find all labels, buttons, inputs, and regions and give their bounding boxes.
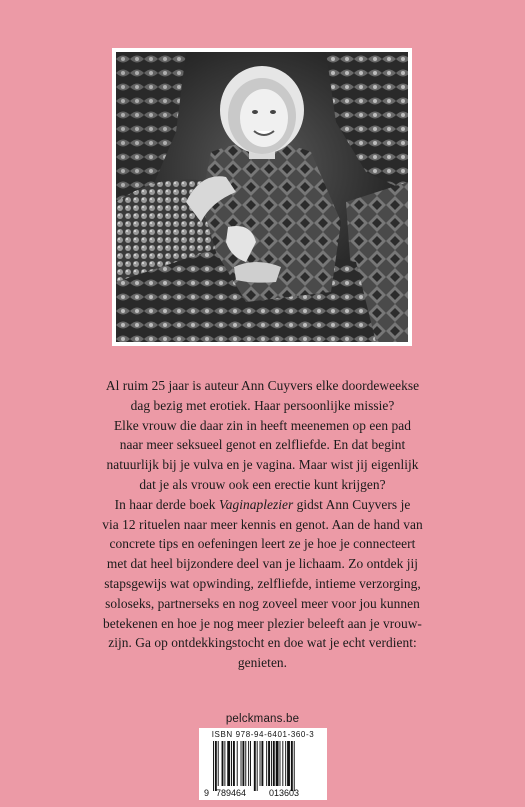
back-cover-blurb bbox=[60, 376, 465, 673]
barcode-digits-right: 013603 bbox=[269, 788, 300, 798]
blurb-line: dat je als vrouw ook een erectie kunt krijgen? bbox=[139, 476, 386, 492]
isbn-label: ISBN 978-94-6401-360-3 bbox=[211, 730, 315, 739]
blurb-line: stapsgewijs wat opwinding, zelfliefde, intieme verzorging, bbox=[104, 575, 421, 591]
book-title: Vaginaplezier bbox=[218, 496, 294, 512]
blurb-line: concrete tips en oefeningen leert ze je hoe je connecteert bbox=[109, 536, 416, 552]
publisher-url: pelckmans.be bbox=[225, 713, 300, 725]
barcode-digits-left: 789464 bbox=[216, 788, 247, 798]
barcode-graphic bbox=[203, 741, 323, 798]
barcode-digit-first: 9 bbox=[204, 788, 210, 798]
blurb-text: In haar derde boek bbox=[114, 496, 216, 512]
blurb-line: betekenen en hoe je nog meer plezier beleeft aan je vrouw- bbox=[103, 615, 422, 631]
blurb-line: Al ruim 25 jaar is auteur Ann Cuyvers elke doordeweekse bbox=[105, 378, 420, 393]
author-photo bbox=[116, 52, 408, 342]
blurb-line: natuurlijk bij je vulva en je vagina. Maar wist jij eigenlijk bbox=[106, 457, 419, 473]
blurb-line: via 12 rituelen naar meer kennis en genot. Aan de hand van bbox=[102, 516, 423, 532]
blurb-line: genieten. bbox=[237, 655, 288, 671]
author-photo-frame bbox=[112, 48, 412, 346]
blurb-text: gidst Ann Cuyvers je bbox=[296, 496, 411, 512]
isbn-barcode bbox=[199, 728, 327, 800]
blurb-line: zijn. Ga op ontdekkingstocht en doe wat je echt verdient: bbox=[108, 635, 417, 651]
blurb-line: dag bezig met erotiek. Haar persoonlijke missie? bbox=[130, 397, 395, 413]
blurb-line: Elke vrouw die daar zin in heeft meenemen op een pad bbox=[113, 417, 412, 433]
barcode-bars bbox=[213, 741, 295, 791]
blurb-line-with-title bbox=[60, 495, 465, 515]
blurb-line: met dat heel bijzondere deel van je lichaam. Zo ontdek jij bbox=[106, 556, 419, 572]
blurb-line: naar meer seksueel genot en zelfliefde. En dat begint bbox=[119, 437, 406, 453]
blurb-line: soloseks, partnerseks en nog zoveel meer voor jou kunnen bbox=[105, 595, 420, 611]
